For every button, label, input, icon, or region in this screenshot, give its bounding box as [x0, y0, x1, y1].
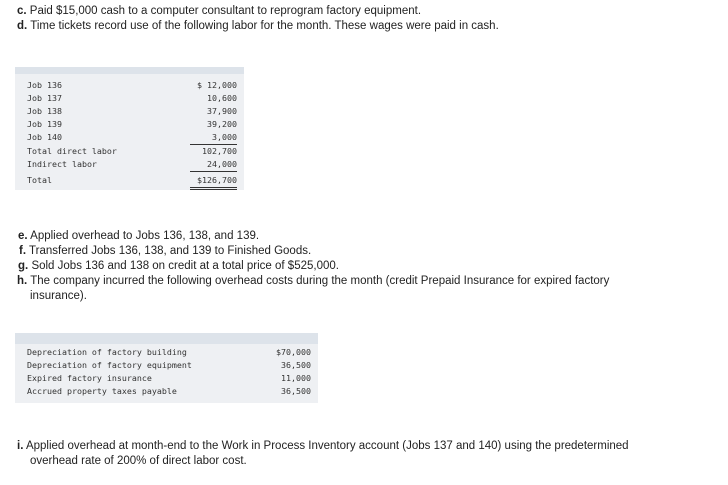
row-amount: 36,500	[281, 360, 311, 370]
table-row	[27, 80, 237, 93]
row-amount: 11,000	[281, 373, 311, 383]
table-row	[27, 373, 311, 386]
table-row	[27, 93, 237, 106]
item-f	[19, 244, 311, 259]
item-i-letter: i.	[17, 440, 24, 452]
item-e-letter: e.	[18, 230, 28, 242]
item-i	[17, 439, 707, 469]
row-amount: 10,600	[207, 93, 237, 103]
item-c-text: Paid $15,000 cash to a computer consultant to reprogram factory equipment.	[29, 5, 422, 17]
row-label: Job 137	[27, 93, 62, 103]
table-row	[27, 360, 311, 373]
labor-table-body	[15, 74, 244, 190]
item-h-letter: h.	[17, 275, 28, 287]
table-row	[27, 347, 311, 360]
item-g-letter: g.	[18, 260, 29, 272]
item-h-text-continued: insurance).	[30, 290, 87, 302]
item-g	[18, 259, 339, 274]
row-amount: $126,700	[197, 175, 237, 185]
double-rule-bottom	[190, 189, 237, 190]
total-rule	[190, 171, 237, 172]
row-amount: 37,900	[207, 106, 237, 116]
row-label: Depreciation of factory equipment	[27, 360, 192, 370]
item-e	[18, 229, 259, 244]
row-amount: $70,000	[276, 347, 311, 357]
row-label: Expired factory insurance	[27, 373, 152, 383]
row-label: Total	[27, 175, 52, 185]
row-amount: 24,000	[207, 159, 237, 169]
item-f-text: Transferred Jobs 136, 138, and 139 to Finished Goods.	[29, 245, 312, 257]
labor-table	[15, 67, 244, 190]
item-h-text: The company incurred the following overhead costs during the month (credit Prepaid Insurance for expired factory	[30, 275, 610, 287]
item-d-letter: d.	[17, 20, 28, 32]
row-label: Accrued property taxes payable	[27, 386, 177, 396]
table-row	[27, 119, 237, 132]
row-amount: 3,000	[212, 132, 237, 142]
row-label: Job 140	[27, 132, 62, 142]
item-e-text: Applied overhead to Jobs 136, 138, and 139.	[30, 230, 260, 242]
row-amount: 102,700	[202, 146, 237, 156]
table-row	[27, 386, 311, 399]
item-h	[17, 274, 697, 304]
table-row	[27, 146, 237, 159]
row-label: Indirect labor	[27, 159, 97, 169]
item-f-letter: f.	[19, 245, 27, 257]
double-rule-top	[190, 187, 237, 188]
overhead-table	[15, 333, 318, 403]
row-label: Depreciation of factory building	[27, 347, 187, 357]
item-g-text: Sold Jobs 136 and 138 on credit at a total price of $525,000.	[31, 260, 339, 272]
item-d-text: Time tickets record use of the following labor for the month. These wages were paid in cash.	[30, 20, 499, 32]
row-label: Job 139	[27, 119, 62, 129]
row-amount: 36,500	[281, 386, 311, 396]
overhead-table-body	[15, 344, 318, 403]
item-i-text: Applied overhead at month-end to the Work in Process Inventory account (Jobs 137 and 140) using the predetermined	[25, 440, 629, 452]
item-i-text-continued: overhead rate of 200% of direct labor cost.	[30, 455, 247, 467]
row-amount: 39,200	[207, 119, 237, 129]
subtotal-rule	[190, 144, 237, 145]
table-row	[27, 106, 237, 119]
row-label: Job 136	[27, 80, 62, 90]
row-label: Job 138	[27, 106, 62, 116]
row-label: Total direct labor	[27, 146, 117, 156]
row-amount: $ 12,000	[197, 80, 237, 90]
item-c-letter: c.	[17, 5, 27, 17]
item-c	[17, 4, 421, 19]
item-d	[17, 19, 499, 34]
